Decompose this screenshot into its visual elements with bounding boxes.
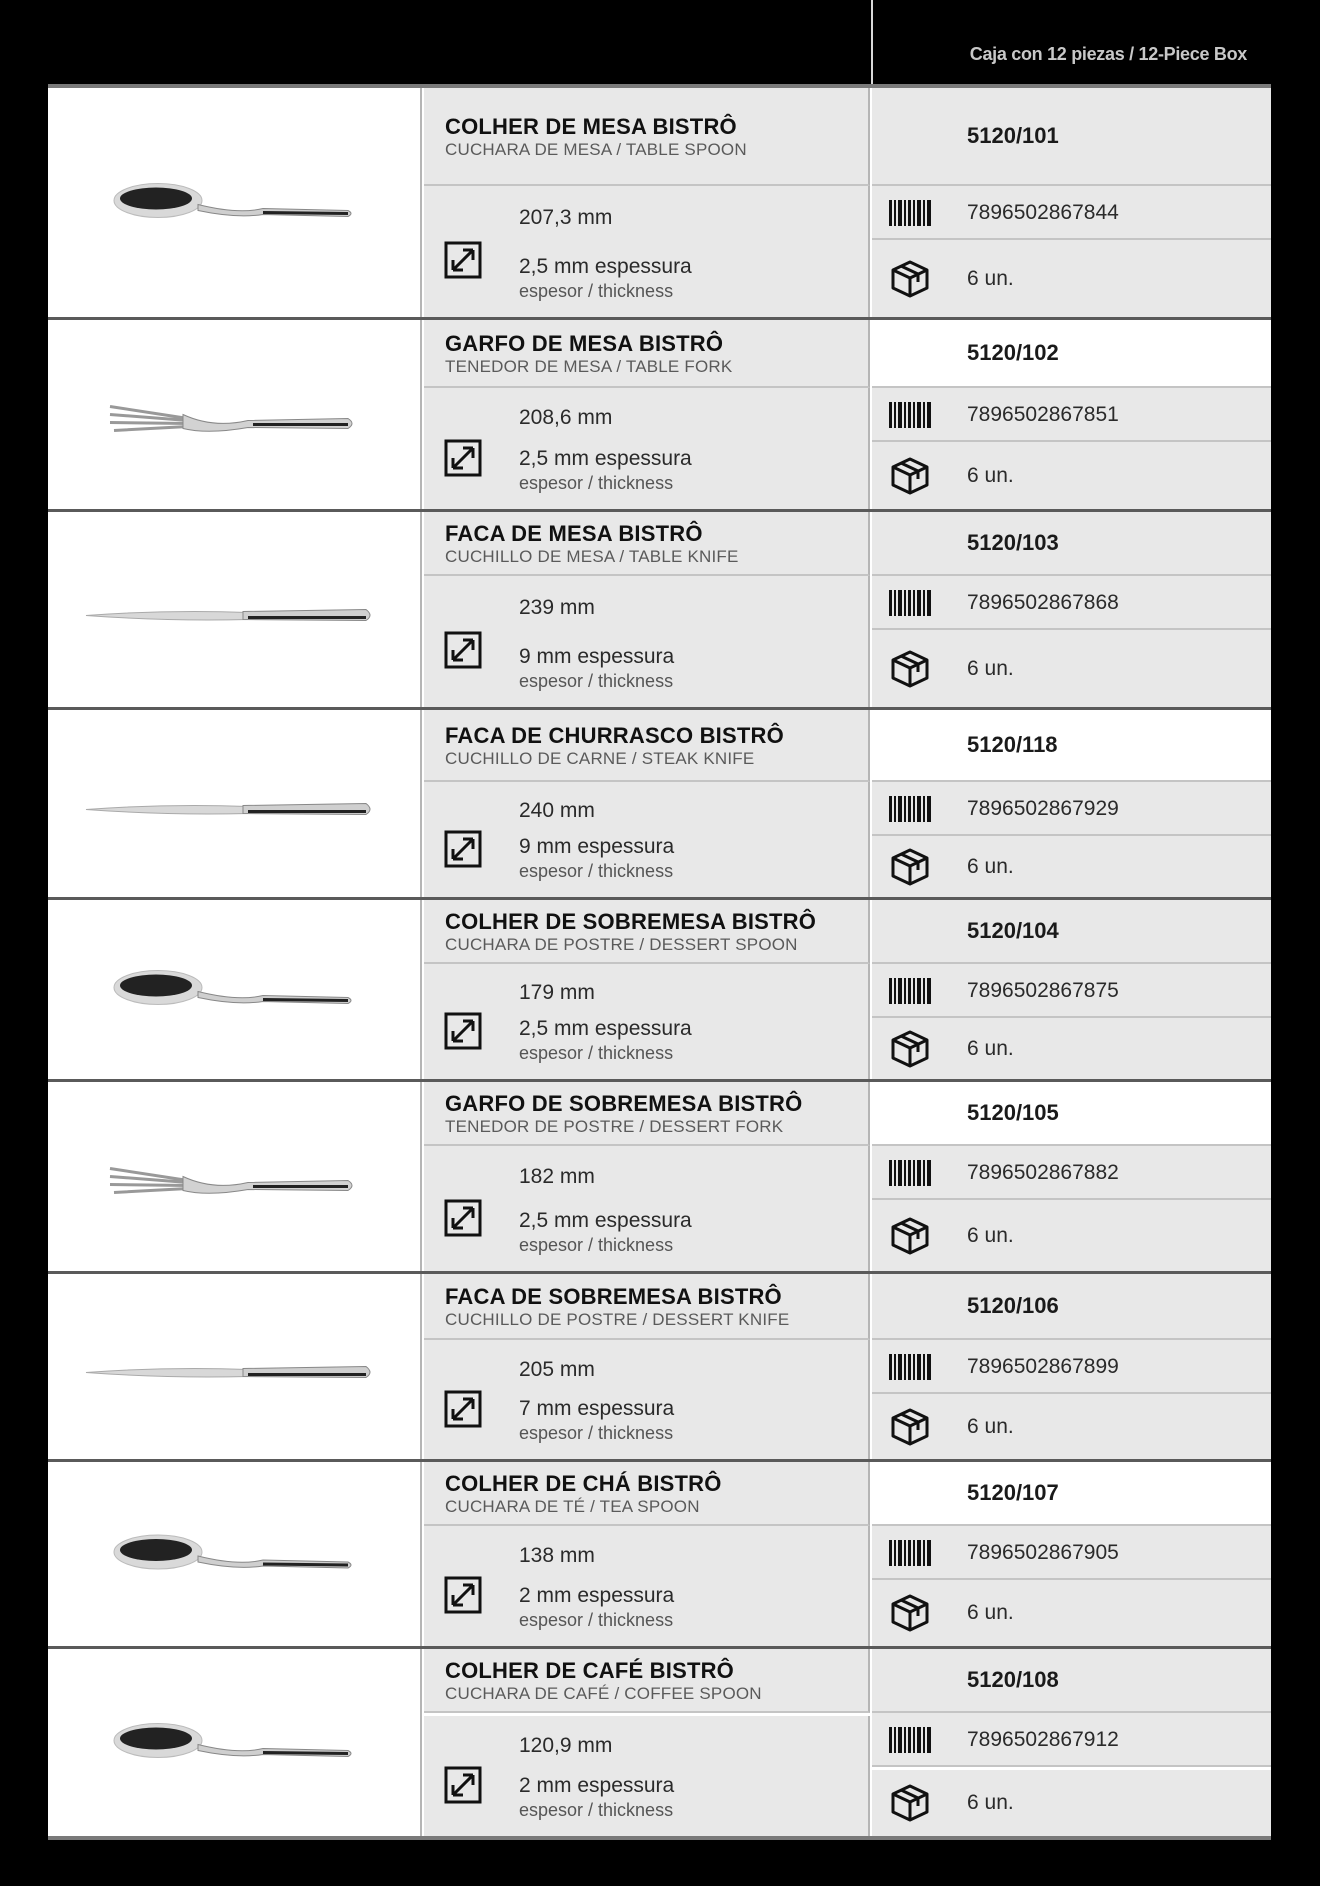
quantity-value: 6 un. — [967, 464, 1014, 487]
length-value: 120,9 mm — [519, 1734, 613, 1757]
dimensions-cell — [424, 1526, 870, 1646]
header-divider — [871, 0, 873, 84]
length-value: 208,6 mm — [519, 406, 613, 429]
product-name-pt: COLHER DE SOBREMESA BISTRÔ — [445, 909, 817, 934]
quantity-cell — [872, 1770, 1271, 1836]
box-icon — [889, 455, 931, 497]
barcode-icon — [889, 796, 931, 822]
ean-value: 7896502867882 — [967, 1161, 1119, 1184]
barcode-icon — [889, 1540, 931, 1566]
ean-value: 7896502867905 — [967, 1541, 1119, 1564]
quantity-cell — [872, 1580, 1271, 1646]
product-name-es: TENEDOR DE POSTRE / DESSERT FORK — [445, 1117, 784, 1136]
thickness-value: 9 mm espessura — [519, 645, 675, 668]
product-name-pt: FACA DE MESA BISTRÔ — [445, 521, 703, 546]
barcode-icon — [889, 1160, 931, 1186]
quantity-cell — [872, 1394, 1271, 1459]
thickness-label: espesor / thickness — [519, 1043, 674, 1063]
spoon-icon — [48, 900, 422, 1079]
product-code: 5120/101 — [967, 123, 1059, 148]
thickness-value: 2 mm espessura — [519, 1584, 675, 1607]
resize-icon — [444, 241, 482, 279]
product-row — [48, 1082, 1271, 1274]
product-name-cell — [424, 1274, 870, 1340]
product-name-es: CUCHILLO DE CARNE / STEAK KNIFE — [445, 749, 755, 768]
ean-cell — [872, 1526, 1271, 1580]
product-name-pt: GARFO DE MESA BISTRÔ — [445, 331, 724, 356]
quantity-value: 6 un. — [967, 1224, 1014, 1247]
resize-icon — [444, 631, 482, 669]
quantity-cell — [872, 240, 1271, 317]
resize-icon — [444, 1766, 482, 1804]
quantity-value: 6 un. — [967, 1791, 1014, 1814]
product-name-pt: COLHER DE CHÁ BISTRÔ — [445, 1471, 722, 1496]
fork-icon — [48, 320, 422, 509]
product-code-cell — [872, 1082, 1271, 1146]
spoon-icon — [48, 1462, 422, 1646]
thickness-label: espesor / thickness — [519, 671, 674, 691]
ean-value: 7896502867868 — [967, 591, 1119, 614]
thickness-value: 2,5 mm espessura — [519, 1209, 692, 1232]
thickness-label: espesor / thickness — [519, 861, 674, 881]
product-image — [48, 1274, 422, 1459]
resize-icon — [444, 439, 482, 477]
product-name-es: CUCHARA DE MESA / TABLE SPOON — [445, 140, 747, 159]
product-image — [48, 88, 422, 317]
product-image — [48, 1462, 422, 1646]
box-icon — [889, 258, 931, 300]
quantity-value: 6 un. — [967, 1601, 1014, 1624]
ean-cell — [872, 1146, 1271, 1200]
product-row — [48, 320, 1271, 512]
dimensions-cell — [424, 1340, 870, 1459]
product-row — [48, 710, 1271, 900]
thickness-label: espesor / thickness — [519, 281, 674, 301]
product-code: 5120/103 — [967, 530, 1059, 555]
product-code-cell — [872, 710, 1271, 782]
product-image — [48, 900, 422, 1079]
quantity-cell — [872, 630, 1271, 707]
product-code: 5120/104 — [967, 918, 1059, 943]
quantity-value: 6 un. — [967, 855, 1014, 878]
barcode-icon — [889, 200, 931, 226]
box-icon — [889, 648, 931, 690]
product-table — [48, 84, 1271, 1840]
product-code-cell — [872, 1462, 1271, 1526]
product-name-cell — [424, 900, 870, 964]
ean-value: 7896502867851 — [967, 403, 1119, 426]
thickness-label: espesor / thickness — [519, 473, 674, 493]
dimensions-cell — [424, 964, 870, 1079]
dimensions-cell — [424, 576, 870, 707]
ean-cell — [872, 1713, 1271, 1767]
product-code: 5120/105 — [967, 1100, 1059, 1125]
quantity-cell — [872, 1200, 1271, 1271]
knife-icon — [48, 710, 422, 897]
product-name-cell — [424, 1462, 870, 1526]
product-code: 5120/118 — [967, 732, 1058, 757]
knife-icon — [48, 1274, 422, 1459]
length-value: 179 mm — [519, 981, 595, 1004]
resize-icon — [444, 830, 482, 868]
thickness-value: 9 mm espessura — [519, 835, 675, 858]
product-image — [48, 1649, 422, 1836]
product-name-pt: COLHER DE MESA BISTRÔ — [445, 114, 737, 139]
resize-icon — [444, 1576, 482, 1614]
barcode-icon — [889, 402, 931, 428]
length-value: 205 mm — [519, 1358, 595, 1381]
product-name-pt: FACA DE SOBREMESA BISTRÔ — [445, 1284, 782, 1309]
knife-icon — [48, 512, 422, 707]
ean-cell — [872, 1340, 1271, 1394]
quantity-cell — [872, 1018, 1271, 1079]
product-image — [48, 1082, 422, 1271]
product-name-cell — [424, 512, 870, 576]
product-name-es: CUCHILLO DE POSTRE / DESSERT KNIFE — [445, 1310, 790, 1329]
thickness-label: espesor / thickness — [519, 1800, 674, 1820]
dimensions-cell — [424, 782, 870, 897]
spoon-icon — [48, 1649, 422, 1836]
thickness-label: espesor / thickness — [519, 1423, 674, 1443]
thickness-value: 7 mm espessura — [519, 1397, 675, 1420]
product-code: 5120/102 — [967, 340, 1059, 365]
ean-value: 7896502867844 — [967, 201, 1119, 224]
resize-icon — [444, 1390, 482, 1428]
length-value: 182 mm — [519, 1165, 595, 1188]
product-row — [48, 1649, 1271, 1836]
box-icon — [889, 1215, 931, 1257]
product-code: 5120/106 — [967, 1293, 1059, 1318]
dimensions-cell — [424, 388, 870, 509]
length-value: 239 mm — [519, 596, 595, 619]
ean-value: 7896502867929 — [967, 797, 1119, 820]
length-value: 240 mm — [519, 799, 595, 822]
quantity-value: 6 un. — [967, 1037, 1014, 1060]
quantity-cell — [872, 836, 1271, 897]
spoon-icon — [48, 88, 422, 317]
product-code-cell — [872, 320, 1271, 388]
product-code: 5120/108 — [967, 1667, 1059, 1692]
product-name-cell — [424, 710, 870, 782]
ean-cell — [872, 186, 1271, 240]
box-icon — [889, 1406, 931, 1448]
product-row — [48, 1462, 1271, 1649]
product-name-es: CUCHARA DE POSTRE / DESSERT SPOON — [445, 935, 798, 954]
quantity-value: 6 un. — [967, 1415, 1014, 1438]
product-code-cell — [872, 512, 1271, 576]
thickness-value: 2 mm espessura — [519, 1774, 675, 1797]
page-header — [0, 0, 1320, 84]
product-row — [48, 900, 1271, 1082]
ean-value: 7896502867899 — [967, 1355, 1119, 1378]
ean-value: 7896502867912 — [967, 1728, 1119, 1751]
product-name-cell — [424, 88, 870, 186]
product-name-es: CUCHARA DE CAFÉ / COFFEE SPOON — [445, 1684, 762, 1703]
box-icon — [889, 846, 931, 888]
quantity-value: 6 un. — [967, 657, 1014, 680]
product-name-cell — [424, 320, 870, 388]
thickness-label: espesor / thickness — [519, 1235, 674, 1255]
product-name-pt: GARFO DE SOBREMESA BISTRÔ — [445, 1091, 803, 1116]
product-row — [48, 512, 1271, 710]
box-icon — [889, 1592, 931, 1634]
product-row — [48, 88, 1271, 320]
box-icon — [889, 1782, 931, 1824]
product-image — [48, 512, 422, 707]
quantity-value: 6 un. — [967, 267, 1014, 290]
box-label: Caja con 12 piezas / 12-Piece Box — [969, 44, 1247, 64]
length-value: 138 mm — [519, 1544, 595, 1567]
product-name-cell — [424, 1082, 870, 1146]
barcode-icon — [889, 1354, 931, 1380]
dimensions-cell — [424, 186, 870, 317]
product-code-cell — [872, 900, 1271, 964]
thickness-value: 2,5 mm espessura — [519, 255, 692, 278]
product-code: 5120/107 — [967, 1480, 1059, 1505]
dimensions-cell — [424, 1146, 870, 1271]
product-name-es: CUCHILLO DE MESA / TABLE KNIFE — [445, 547, 739, 566]
barcode-icon — [889, 590, 931, 616]
product-name-pt: COLHER DE CAFÉ BISTRÔ — [445, 1658, 734, 1683]
length-value: 207,3 mm — [519, 206, 613, 229]
resize-icon — [444, 1199, 482, 1237]
ean-cell — [872, 388, 1271, 442]
product-code-cell — [872, 88, 1271, 186]
product-code-cell — [872, 1649, 1271, 1713]
barcode-icon — [889, 978, 931, 1004]
product-name-pt: FACA DE CHURRASCO BISTRÔ — [445, 723, 784, 748]
ean-value: 7896502867875 — [967, 979, 1119, 1002]
dimensions-cell — [424, 1716, 870, 1836]
resize-icon — [444, 1012, 482, 1050]
product-image — [48, 320, 422, 509]
quantity-cell — [872, 442, 1271, 509]
box-icon — [889, 1028, 931, 1070]
product-name-cell — [424, 1649, 870, 1713]
product-image — [48, 710, 422, 897]
ean-cell — [872, 576, 1271, 630]
product-name-es: TENEDOR DE MESA / TABLE FORK — [445, 357, 733, 376]
product-name-es: CUCHARA DE TÉ / TEA SPOON — [445, 1497, 700, 1516]
product-row — [48, 1274, 1271, 1462]
product-code-cell — [872, 1274, 1271, 1340]
fork-icon — [48, 1082, 422, 1271]
ean-cell — [872, 782, 1271, 836]
ean-cell — [872, 964, 1271, 1018]
barcode-icon — [889, 1727, 931, 1753]
thickness-value: 2,5 mm espessura — [519, 447, 692, 470]
thickness-label: espesor / thickness — [519, 1610, 674, 1630]
thickness-value: 2,5 mm espessura — [519, 1017, 692, 1040]
